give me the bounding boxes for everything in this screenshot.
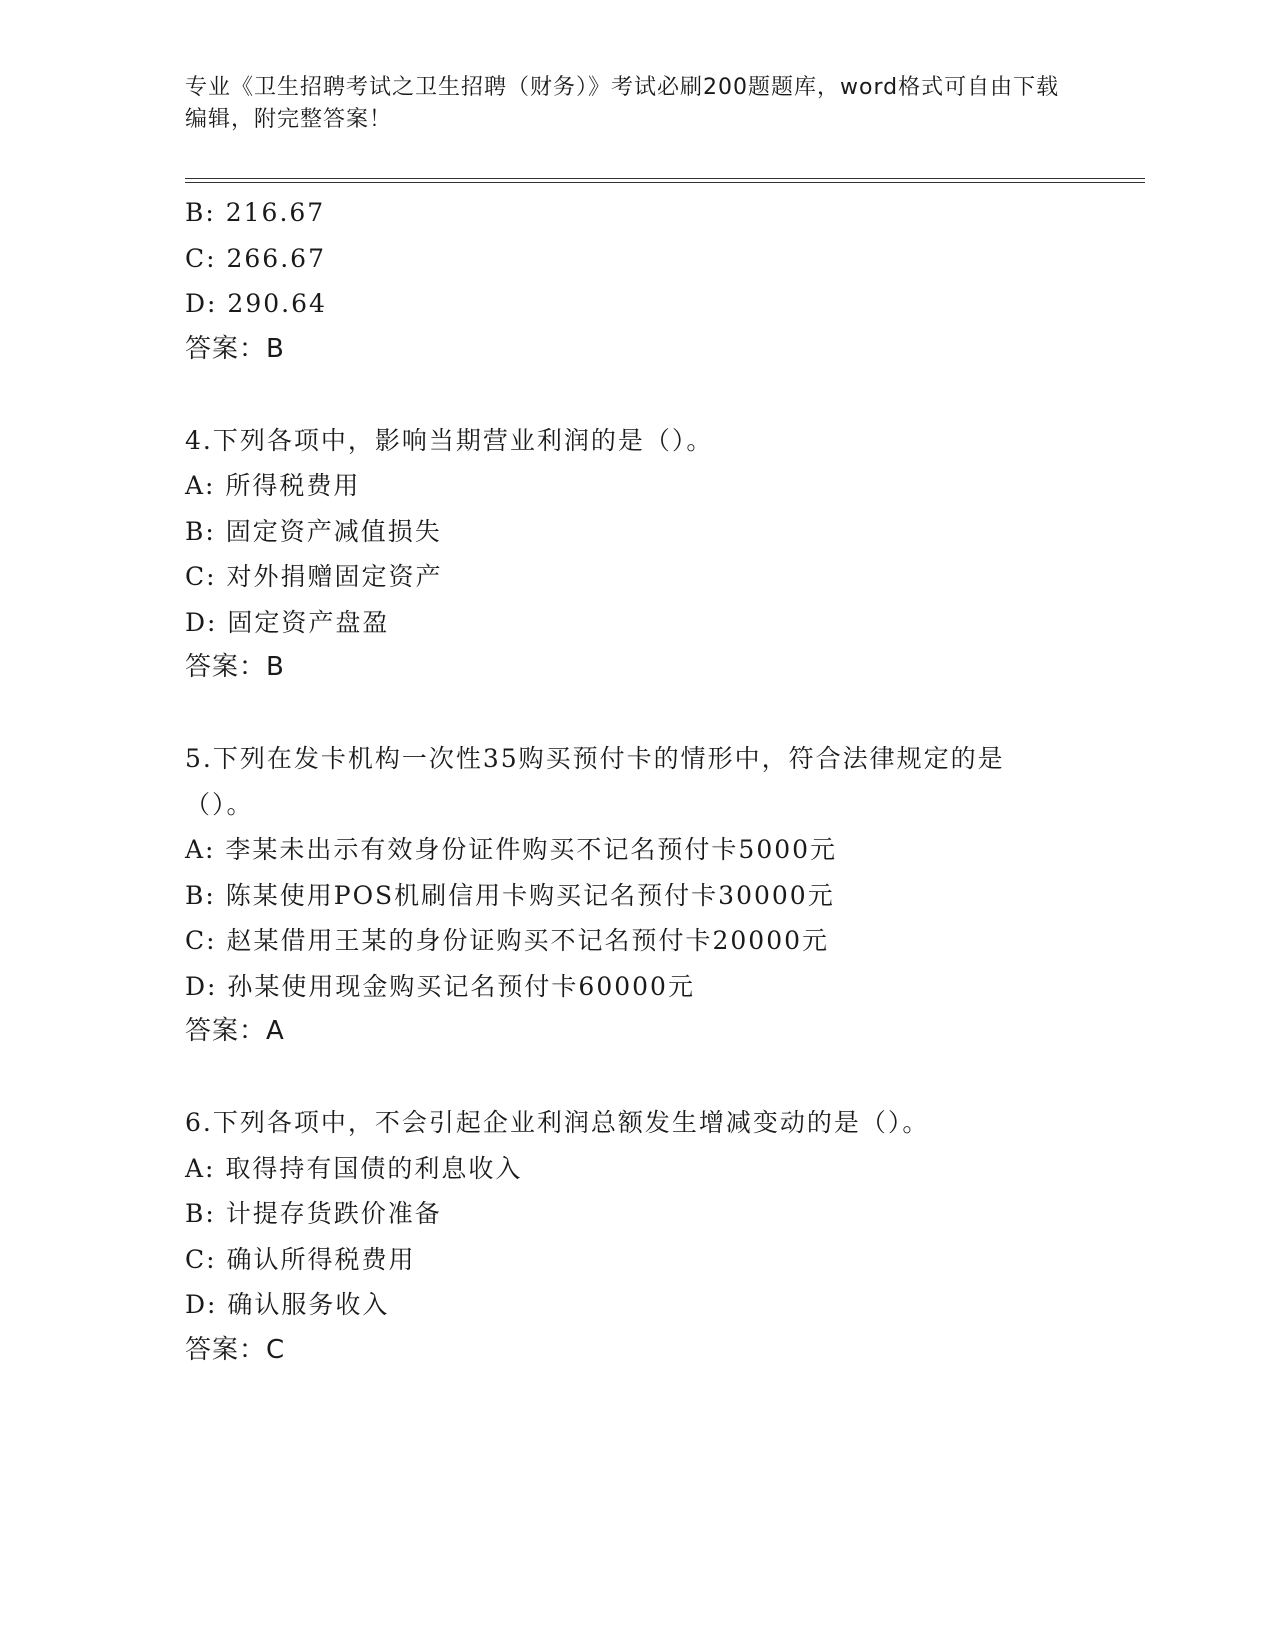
answer-line: 答案：A xyxy=(185,1016,285,1046)
option-b: B: 陈某使用POS机刷信用卡购买记名预付卡30000元 xyxy=(185,880,835,910)
question-text: 6.下列各项中，不会引起企业利润总额发生增减变动的是（）。 xyxy=(185,1108,930,1137)
header-divider-secondary xyxy=(185,182,1145,183)
option-d: D: 孙某使用现金购买记名预付卡60000元 xyxy=(185,971,695,1001)
option-c: C: 对外捐赠固定资产 xyxy=(185,562,443,591)
document-header: 专业《卫生招聘考试之卫生招聘（财务）》考试必刷200题题库，word格式可自由下载编辑，附完整答案！ xyxy=(185,75,1060,132)
question-text: 5.下列在发卡机构一次性35购买预付卡的情形中，符合法律规定的是（）。 xyxy=(185,744,1005,819)
option-a: A: 李某未出示有效身份证件购买不记名预付卡5000元 xyxy=(185,835,838,864)
spacer xyxy=(185,691,1085,737)
header-divider xyxy=(185,178,1145,179)
option-b: B: 固定资产减值损失 xyxy=(185,516,442,546)
option-a: A: 所得税费用 xyxy=(185,471,361,500)
option-b: B: 计提存货跌价准备 xyxy=(185,1199,442,1228)
option-d: D: 固定资产盘盈 xyxy=(185,607,390,637)
option-b: B: 216.67 xyxy=(185,198,326,227)
question-list xyxy=(185,190,1085,1373)
spacer xyxy=(185,372,1085,418)
option-d: D: 确认服务收入 xyxy=(185,1290,390,1319)
spacer xyxy=(185,1055,1085,1101)
answer-line: 答案：C xyxy=(185,1334,286,1365)
answer-line: 答案：B xyxy=(185,652,285,682)
option-d: D: 290.64 xyxy=(185,289,327,318)
option-a: A: 取得持有国债的利息收入 xyxy=(185,1153,523,1183)
question-text: 4.下列各项中，影响当期营业利润的是（）。 xyxy=(185,425,714,455)
option-c: C: 266.67 xyxy=(185,243,326,273)
answer-line: 答案：B xyxy=(185,333,285,364)
option-c: C: 赵某借用王某的身份证购买不记名预付卡20000元 xyxy=(185,926,830,955)
option-c: C: 确认所得税费用 xyxy=(185,1244,416,1274)
